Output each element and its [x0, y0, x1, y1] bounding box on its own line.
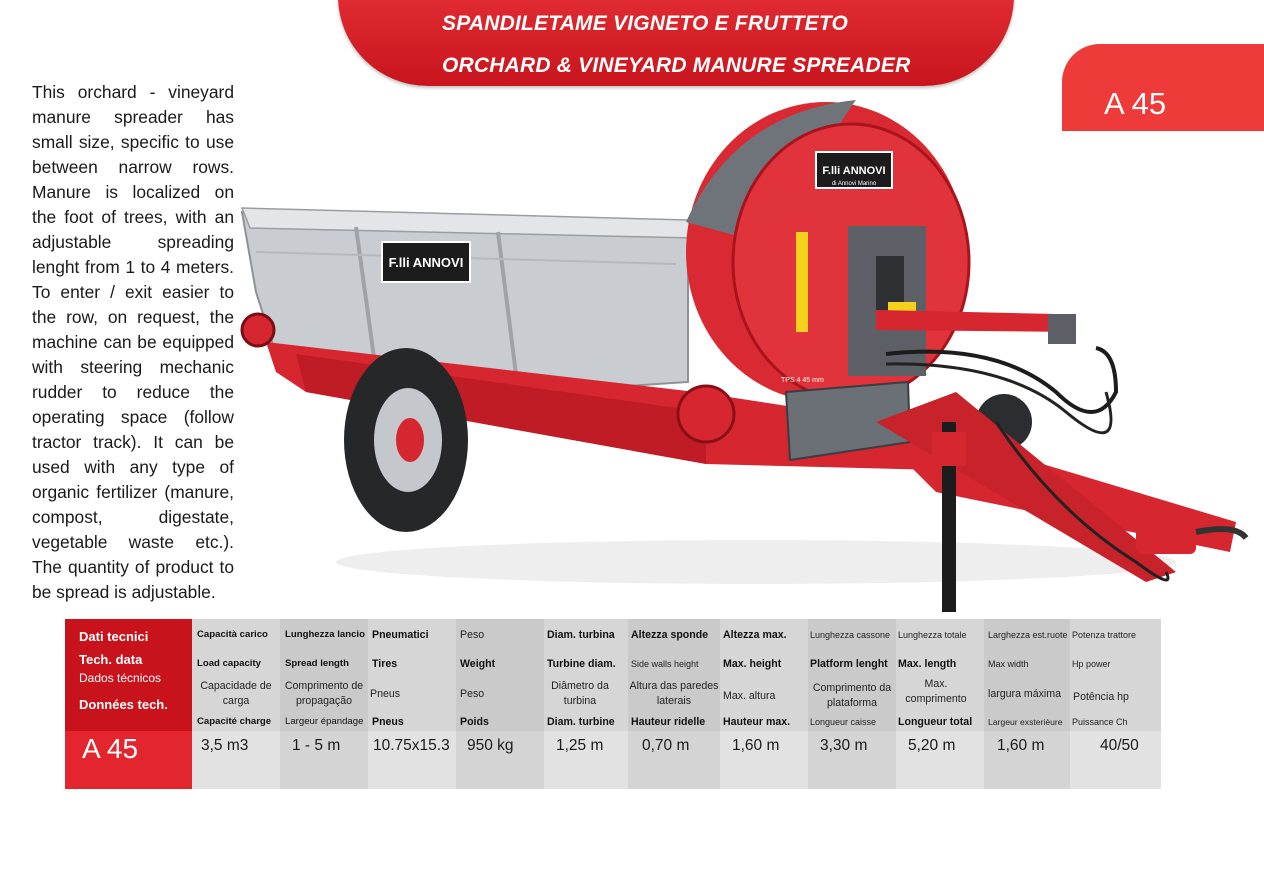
- value-turbine-diameter: 1,25 m: [556, 737, 604, 754]
- value-weight: 950 kg: [467, 737, 514, 754]
- model-label: A 45: [1104, 86, 1167, 121]
- label-en: Max. height: [723, 658, 782, 670]
- label-it: Altezza max.: [723, 629, 787, 641]
- col-turbine-diameter: [544, 619, 628, 789]
- label-fr: Hauteur max.: [723, 716, 791, 728]
- label-it: Capacità carico: [197, 629, 268, 640]
- label-en: Side walls height: [631, 659, 699, 669]
- col-tires: [368, 619, 456, 789]
- value-platform-length: 3,30 m: [820, 737, 868, 754]
- label-fr: Longueur caisse: [810, 717, 877, 727]
- value-spread-length: 1 - 5 m: [292, 737, 341, 754]
- label-fr: Pneus: [372, 716, 404, 728]
- turbine-badge-text: F.lli ANNOVI: [822, 165, 886, 177]
- product-description: This orchard - vineyard manure spreader has small size, specific to use between narrow rows. Manure is localized on the foot of trees, with an adjustable spreading lenght from 1 to 4 meters. To enter / exit easier to the row, on request, the machine can be equipped with steering mechanic rudder to reduce the operating space (follow tractor track). It can be used with any type of organic fertilizer (manure, compost, digestate, vegetable waste etc.). The quantity of product to be spread is adjustable.: [32, 82, 234, 602]
- value-tires: 10.75x15.3: [373, 737, 450, 754]
- label-pt: Capacidade de carga: [200, 680, 272, 707]
- value-max-length: 5,20 m: [908, 737, 956, 754]
- value-side-walls-height: 0,70 m: [642, 737, 690, 754]
- label-fr: Poids: [460, 716, 489, 728]
- label-fr: Longueur total: [898, 716, 973, 728]
- label-fr: Diam. turbine: [547, 716, 615, 728]
- label-it: Lunghezza cassone: [810, 630, 891, 640]
- title-italian: SPANDILETAME VIGNETO E FRUTTETO: [442, 12, 848, 35]
- spec-header-cell: [65, 619, 192, 731]
- col-spread-length: [280, 619, 368, 789]
- label-en: Tires: [372, 658, 398, 670]
- label-en: Max width: [988, 659, 1029, 669]
- label-it: Lunghezza lancio: [285, 629, 365, 640]
- label-pt: Potência hp: [1073, 691, 1129, 703]
- label-en: Hp power: [1072, 659, 1111, 669]
- label-pt: Max. altura: [723, 690, 776, 702]
- value-hp-power: 40/50: [1100, 737, 1139, 754]
- label-pt: Altura das paredes laterais: [629, 680, 719, 707]
- label-fr: Largeur exsterièure: [988, 717, 1063, 727]
- turbine-badge-sub: di Annovi Marino: [831, 181, 877, 187]
- label-it: Pneumatici: [372, 629, 429, 641]
- label-it: Peso: [460, 629, 485, 641]
- header-label-fr: Données tech.: [79, 697, 168, 712]
- row-model-label: A 45: [82, 733, 139, 764]
- header-label-it: Dati tecnici: [79, 629, 149, 644]
- col-platform-length: [808, 619, 896, 789]
- label-en: Platform lenght: [810, 658, 888, 670]
- col-weight: [456, 619, 544, 789]
- label-fr: Puissance Ch: [1072, 717, 1128, 727]
- label-it: Larghezza est.ruote: [988, 630, 1068, 640]
- hopper-badge-text: F.lli ANNOVI: [388, 255, 464, 270]
- label-en: Weight: [460, 658, 496, 670]
- label-fr: Largeur épandage: [285, 716, 364, 727]
- col-max-width: [984, 619, 1070, 789]
- header-label-pt: Dados técnicos: [79, 671, 162, 685]
- label-pt: Max. comprimento: [905, 678, 967, 705]
- spec-table: [65, 619, 1161, 789]
- col-max-length: [896, 619, 984, 789]
- manure-spreader-illustration: [236, 92, 1264, 622]
- label-pt: Diâmetro da turbina: [551, 680, 609, 707]
- label-fr: Hauteur ridelle: [631, 716, 706, 728]
- label-fr: Capacité charge: [197, 716, 272, 727]
- label-en: Load capacity: [197, 658, 261, 669]
- label-en: Spread length: [285, 658, 349, 669]
- label-it: Diam. turbina: [547, 629, 615, 641]
- col-hp-power: [1070, 619, 1161, 789]
- label-it: Potenza trattore: [1072, 630, 1137, 640]
- turbine-label: TPS 4 45 mm: [781, 377, 824, 384]
- value-max-width: 1,60 m: [997, 737, 1045, 754]
- label-it: Altezza sponde: [631, 629, 709, 641]
- label-en: Max. length: [898, 658, 957, 670]
- col-side-walls-height: [628, 619, 720, 789]
- label-it: Lunghezza totale: [898, 630, 967, 640]
- value-max-height: 1,60 m: [732, 737, 780, 754]
- label-pt: Comprimento da plataforma: [812, 682, 892, 709]
- col-load-capacity: [192, 619, 280, 789]
- label-pt: Pneus: [370, 688, 401, 700]
- header-label-en: Tech. data: [79, 652, 143, 667]
- title-english: ORCHARD & VINEYARD MANURE SPREADER: [442, 54, 911, 77]
- label-en: Turbine diam.: [547, 658, 616, 670]
- value-load-capacity: 3,5 m3: [201, 737, 249, 754]
- label-pt: largura máxima: [988, 688, 1062, 700]
- label-pt: Comprimento de propagação: [284, 680, 364, 707]
- label-pt: Peso: [460, 688, 485, 700]
- col-max-height: [720, 619, 808, 789]
